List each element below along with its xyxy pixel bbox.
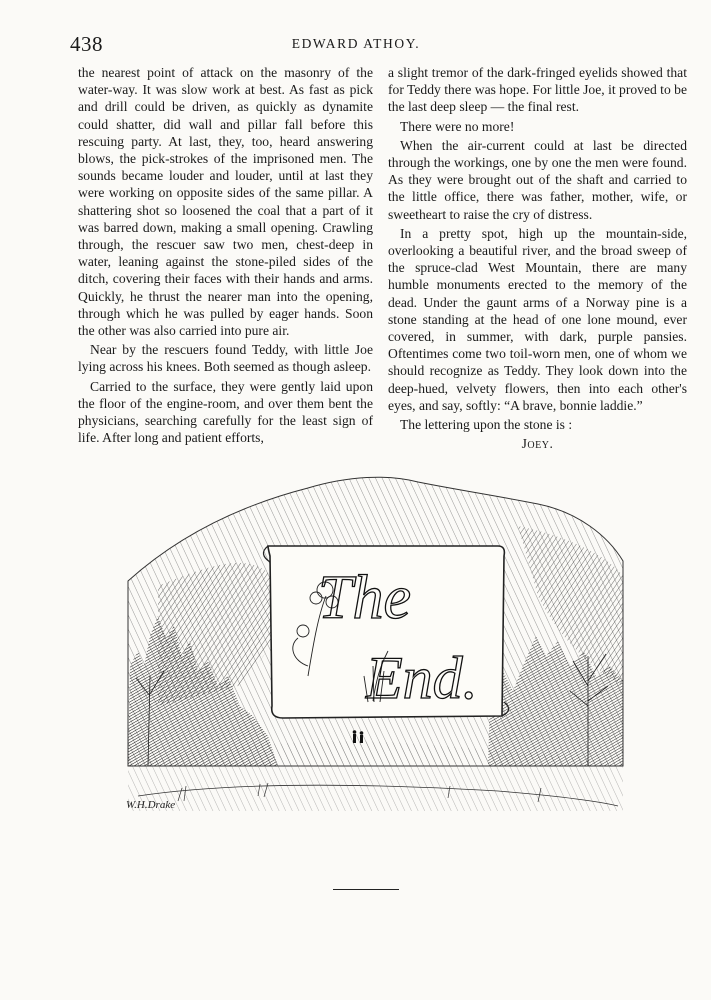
- artist-signature: W.H.Drake: [126, 799, 176, 811]
- right-column: [388, 64, 687, 452]
- stone-inscription: Joey.: [521, 436, 554, 452]
- end-rule: [333, 889, 399, 890]
- banner-word-the: The: [318, 564, 411, 632]
- paragraph: The lettering upon the stone is :: [400, 417, 573, 433]
- paragraph: In a pretty spot, high up the mountain-side, overlooking a beautiful river, and the broad sweep of the spruce-clad West Mountain, there are many humble monuments erected to the memory of the dead. Under the gaunt arms of a Norway pine is a stone standing at the head of one lone mound, ever covered, in summer, with dark, purple pansies. Oftentimes come two toil-worn men, one of whom we should recognize as Teddy. They look down into the deep-hued, velvety flowers, then into each other's eyes, and say, softly: “A brave, bonnie laddie.”: [388, 225, 687, 413]
- paragraph: There were no more!: [400, 118, 515, 134]
- page-header: [70, 32, 642, 54]
- running-head: EDWARD ATHOY.: [291, 36, 421, 51]
- paragraph: Carried to the surface, they were gently laid upon the floor of the engine-room, and over them bent the physicians, searching carefully for the least sign of life. After long and patient efforts,: [78, 378, 373, 446]
- paragraph: a slight tremor of the dark-fringed eyelids showed that for Teddy there was hope. For little Joe, it proved to be the last deep sleep — the final rest.: [388, 65, 687, 115]
- paragraph: When the air-current could at last be directed through the workings, one by one the men were found. As they were brought out of the shaft and carried to the little office, there was father, mother, wife, or sweetheart to raise the cry of distress.: [388, 137, 687, 222]
- the-end-illustration: [118, 466, 628, 826]
- page-number: 438: [70, 32, 103, 56]
- left-column: [78, 64, 373, 446]
- mountain-landscape-engraving: [118, 466, 628, 826]
- paragraph: the nearest point of attack on the masonry of the water-way. It was slow work at best. As fast as pick and drill could be driven, as quickly as dynamite could shatter, did wall and pillar fall before this rescuing party. At last, they, too, heard answering blows, the pick-strokes of the imprisoned men. The sounds became louder and louder, until at last they were working on opposite sides of the same pillar. A shattering shot so loosened the coal that a part of it was barred down, making a small opening. Crawling through, the rescuer saw two men, chest-deep in water, leaning against the stone-piled sides of the ditch, covering their faces with their hands and arms. Quickly, he thrust the nearer man into the opening, through which he was pulled by eager hands. Soon the other was also carried into pure air.: [78, 65, 373, 339]
- paragraph: Near by the rescuers found Teddy, with little Joe lying across his knees. Both seemed as though asleep.: [78, 342, 373, 375]
- banner-word-end: End.: [366, 645, 478, 711]
